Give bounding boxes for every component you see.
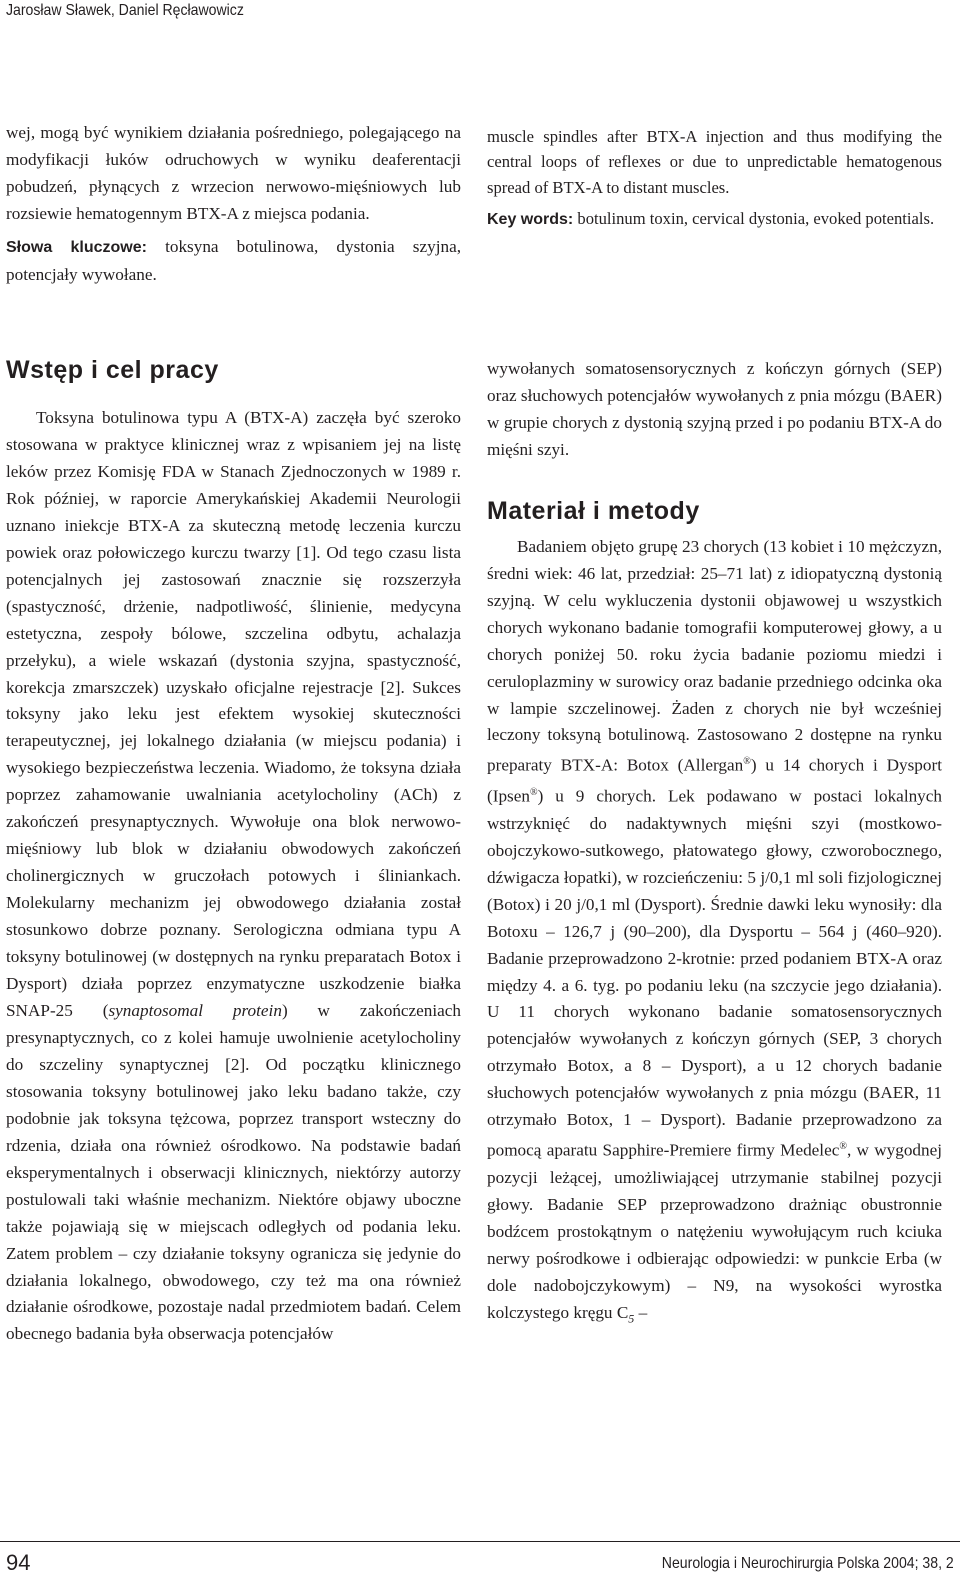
keywords-polish-label: Słowa kluczowe: <box>6 238 147 256</box>
registered-mark: ® <box>743 756 751 768</box>
abstract-polish-text: wej, mogą być wynikiem działania pośredniego, polegającego na modyfikacji łuków odruchowych w wyniku deaferentacji pobudzeń, płynących z wrzecion nerwowo-mięśniowych lub rozsiewie hematogennym BTX-A z miejsca podania. <box>6 123 461 223</box>
running-header: Jarosław Sławek, Daniel Ręcławowicz <box>6 2 244 19</box>
methods-text-b: ) u 14 chorych i Dysport (Ipsen <box>487 756 942 806</box>
methods-text-e: – <box>634 1302 648 1322</box>
abstract-polish <box>6 120 461 288</box>
abstract-english <box>487 124 942 233</box>
section-title-methods: Materiał i metody <box>487 497 700 525</box>
keywords-polish-text: toksyna botulinowa, dystonia szyjna, potencjały wywołane. <box>6 236 461 284</box>
footer-rule <box>0 1541 960 1542</box>
keywords-english <box>487 206 942 232</box>
methods-text-c: ) u 9 chorych. Lek podawano w postaci lokalnych wstrzyknięć do nadaktywnych mięśni szyi (mostkowo-obojczykowo-sutkowego, płatowatego głowy, czworobocznego, dźwigacza łopatki), w rozcieńczeniu: 5 j/0,1 ml soli fizjologicznej (Botox) i 20 j/0,1 ml (Dysport). Średnie dawki leku wynosiły: dla Botoxu – 126,7 j (90–200), dla Dysportu – 564 j (460–920). Badanie przeprowadzono 2-krotnie: przed podaniem BTX-A oraz między 4. a 6. tyg. po podaniu leku (na szczycie jego działania). U 11 chorych wykonano badanie somatosensorycznych potencjałów wywołanych z kończyn górnych (SEP, 3 chorych otrzymało Botox, a 8 – Dysport), a u 12 chorych badanie słuchowych potencjałów wywołanych z pnia mózgu (BAER, 11 otrzymało Botox, 1 – Dysport). Badanie przeprowadzono za pomocą aparatu Sapphire-Premiere firmy Medelec <box>487 786 942 1160</box>
registered-mark: ® <box>839 1141 847 1153</box>
introduction-paragraph <box>6 405 461 1348</box>
introduction-body <box>6 405 461 1348</box>
abstract-english-text: muscle spindles after BTX-A injection and thus modifying the central loops of reflexes or due to unpredictable hematogenous spread of BTX-A to distant muscles. <box>487 127 942 197</box>
keywords-polish <box>6 234 461 289</box>
methods-text-d: , w wygodnej pozycji leżącej, umożliwiającej utrzymanie stabilnej pozycji głowy. Badanie SEP przeprowadzono drażniąc obustronnie bodźcem prostokątnym o natężeniu wywołującym ruch kciuka nerwy pośrodkowe i odbierając odpowiedzi: w punkcie Erba (w dole nadobojczykowym) – N9, na wysokości wyrostka kolczystego kręgu C <box>487 1140 942 1322</box>
introduction-text-a: Toksyna botulinowa typu A (BTX-A) zaczęła być szeroko stosowana w praktyce klinicznej wraz z wpisaniem jej na listę leków przez Komisję FDA w Stanach Zjednoczonych w 1989 r. Rok później, w raporcie Amerykańskiej Akademii Neurologii uznano iniekcje BTX-A za skuteczną metodę leczenia kurczu powiek oraz połowiczego kurczu twarzy [1]. Od tego czasu lista potencjalnych jej zastosowań znacznie się rozszerzyła (spastyczność, drżenie, nadpotliwość, ślinienie, medycyna estetyczna, zespoły bólowe, szczelina odbytu, achalazja przełyku), a wiele wskazań (dystonia szyjna, spastyczność, korekcja zmarszczek) uzyskało oficjalne rejestracje [2]. Sukces toksyny jako leku jest efektem wysokiej skuteczności terapeutycznej, jej lokalnego działania (w miejscu podania) i wysokiego bezpieczeństwa leczenia. Wiadomo, że toksyna działa poprzez zahamowanie uwalniania acetylocholiny (ACh) z zakończeń presynaptycznych. Wywołuje ona blok nerwowo-mięśniowy lub blok w działaniu obwodowych zakończeń cholinergicznych w gruczołach potowych i śliniankach. Molekularny mechanizm jej obwodowego działania został stosunkowo dobrze poznany. Serologiczna odmiana typu A toksyny botulinowej (w dostępnych na rynku preparatach Botox i Dysport) działa poprzez enzymatyczne uszkodzenie białka SNAP-25 ( <box>6 408 461 1020</box>
introduction-text-b: ) w zakończeniach presynaptycznych, co z kolei hamuje uwolnienie acetylocholiny do szczeliny synaptycznej [2]. Od początku klinicznego stosowania toksyny botulinowej jako leku badano także, czy podobnie jak toksyna tężcowa, poprzez transport wsteczny do rdzenia, działa ona również ośrodkowo. Na podstawie badań eksperymentalnych i obserwacji klinicznych, niektórzy autorzy postulowali taki właśnie mechanizm. Niektóre objawy uboczne także pojawiają się w miejscach odległych od podania leku. Zatem problem – czy działanie toksyny ogranicza się jedynie do działania lokalnego, obwodowego, czy też ma ona również działanie ośrodkowe, pozostaje nadal przedmiotem badań. Celem obecnego badania była obserwacja potencjałów <box>6 1000 462 1344</box>
introduction-italic-term: synaptosomal protein <box>108 1000 282 1020</box>
methods-paragraph <box>487 534 942 1332</box>
journal-citation: Neurologia i Neurochirurgia Polska 2004; 38, 2 <box>662 1555 954 1572</box>
page-number: 94 <box>6 1550 31 1575</box>
section-title-introduction: Wstęp i cel pracy <box>6 356 219 384</box>
keywords-english-text: botulinum toxin, cervical dystonia, evoked potentials. <box>577 209 935 229</box>
introduction-continuation: wywołanych somatosensorycznych z kończyn górnych (SEP) oraz słuchowych potencjałów wywołanych z pnia mózgu (BAER) w grupie chorych z dystonią szyjną przed i po podaniu BTX-A do mięśni szyi. <box>487 359 942 459</box>
keywords-english-label: Key words: <box>487 211 574 229</box>
vertebra-subscript: 5 <box>628 1311 635 1326</box>
registered-mark: ® <box>529 787 538 799</box>
methods-text-a: Badaniem objęto grupę 23 chorych (13 kobiet i 10 mężczyzn, średni wiek: 46 lat, przedział: 25–71 lat) z idiopatyczną dystonią szyjną. W celu wykluczenia dystonii objawowej u wszystkich chorych wykonano badanie tomografii komputerowej głowy, a u chorych poniżej 50. roku życia badanie poziomu miedzi i ceruloplazminy w surowicy oraz badanie przedniego odcinka oka w lampie szczelinowej. Żaden z chorych nie był wcześniej leczony toksyną botulinową. Zastosowano 2 dostępne na rynku preparaty BTX-A: Botox (Allergan <box>487 536 942 776</box>
